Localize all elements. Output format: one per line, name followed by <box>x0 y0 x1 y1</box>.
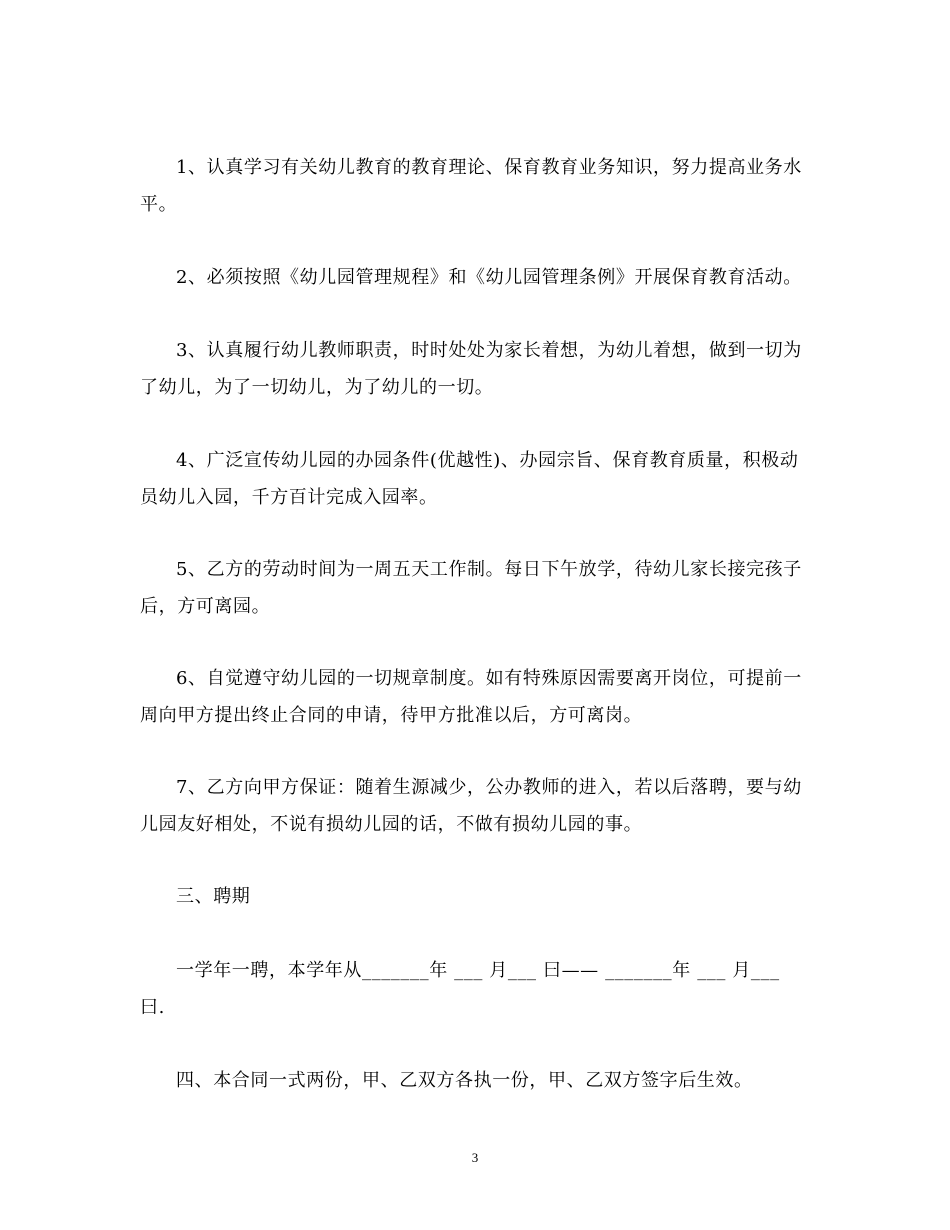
term-period-paragraph: 一学年一聘，本学年从_______年 ___ 月___ 曰—— _______年 ___ 月___ 曰. <box>140 960 780 1018</box>
page-number: 3 <box>471 1150 479 1165</box>
clause-2-paragraph: 2、必须按照《幼儿园管理规程》和《幼儿园管理条例》开展保育教育活动。 <box>176 267 802 288</box>
clause-4-paragraph: 4、广泛宣传幼儿园的办园条件(优越性)、办园宗旨、保育教育质量，积极动员幼儿入园，千方百计完成入园率。 <box>140 450 799 508</box>
clause-6-paragraph: 6、自觉遵守幼儿园的一切规章制度。如有特殊原因需要离开岗位，可提前一周向甲方提出终止合同的申请，待甲方批准以后，方可离岗。 <box>140 668 802 726</box>
section-heading-term: 三、聘期 <box>176 886 251 907</box>
clause-5-paragraph: 5、乙方的劳动时间为一周五天工作制。每日下午放学，待幼儿家长接完孩子后，方可离园。 <box>140 559 802 617</box>
clause-7-paragraph: 7、乙方向甲方保证：随着生源减少，公办教师的进入，若以后落聘，要与幼儿园友好相处，不说有损幼儿园的话，不做有损幼儿园的事。 <box>140 777 802 835</box>
clause-3-paragraph: 3、认真履行幼儿教师职责，时时处处为家长着想，为幼儿着想，做到一切为了幼儿，为了一切幼儿，为了幼儿的一切。 <box>140 340 802 398</box>
section-4-paragraph: 四、本合同一式两份，甲、乙双方各执一份，甲、乙双方签字后生效。 <box>176 1070 753 1091</box>
clause-1-paragraph: 1、认真学习有关幼儿教育的教育理论、保育教育业务知识，努力提高业务水平。 <box>140 157 802 215</box>
